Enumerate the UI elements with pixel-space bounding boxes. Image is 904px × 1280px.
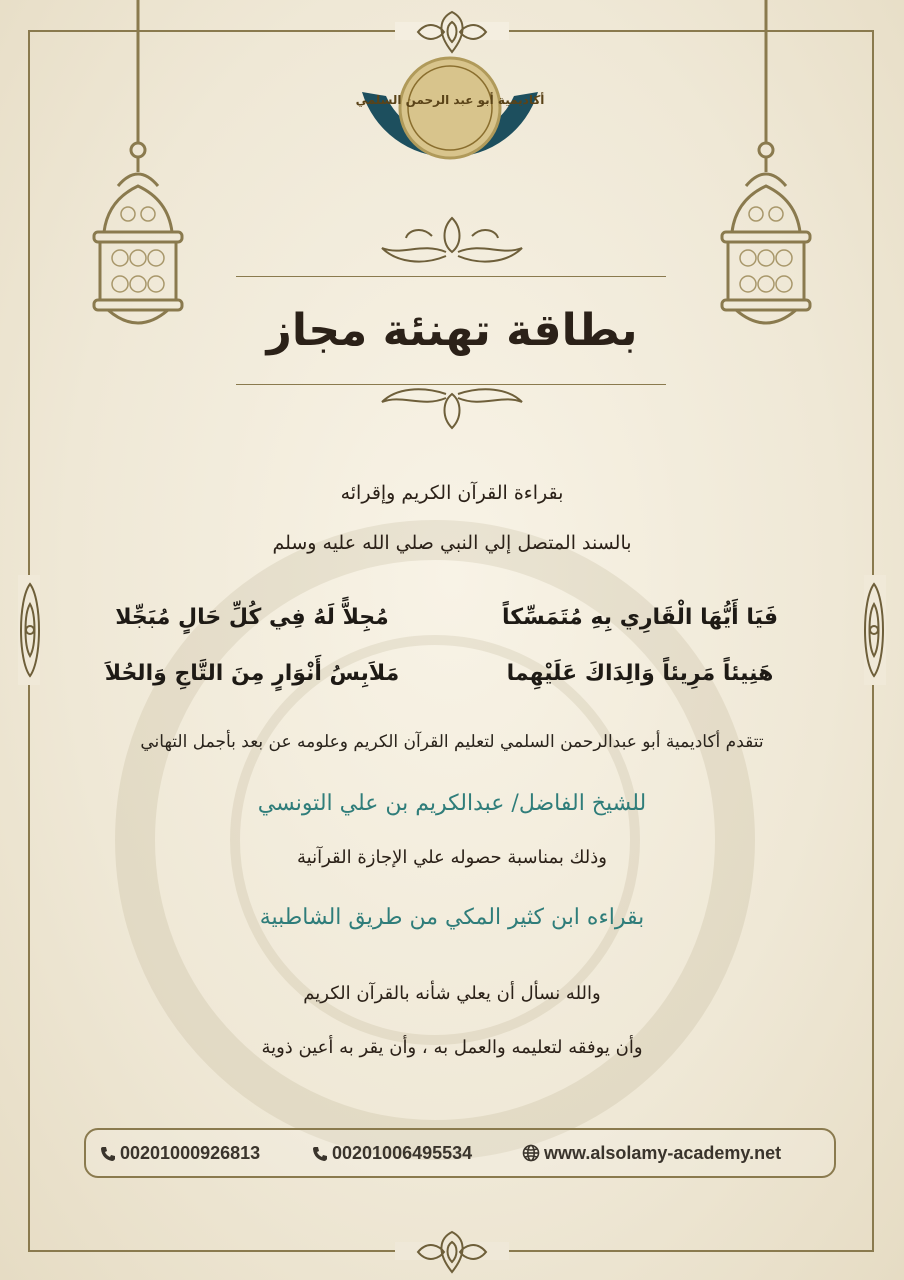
- occasion-line: وذلك بمناسبة حصوله علي الإجازة القرآنية: [297, 847, 607, 868]
- intro-line-1: بقراءة القرآن الكريم وإقرائه: [340, 482, 564, 504]
- title-bottom-flourish: [362, 388, 542, 434]
- title-bottom-rule: [236, 384, 666, 385]
- riwaya-line: بقراءه ابن كثير المكي من طريق الشاطبية: [259, 905, 645, 930]
- dua-line-1: والله نسأل أن يعلي شأنه بالقرآن الكريم: [303, 983, 601, 1004]
- left-lantern-icon: [88, 0, 188, 340]
- verse-1-right: فَيَا أَيُّهَا الْقَارِي بِهِ مُتَمَسِّكاً: [502, 605, 778, 630]
- verse-1-left: مُجِلاًّ لَهُ فِي كُلِّ حَالٍ مُبَجِّلا: [115, 605, 389, 630]
- phone-icon: [312, 1146, 328, 1162]
- phone-1-text: 00201000926813: [120, 1143, 261, 1163]
- academy-logo: [350, 52, 550, 212]
- phone-icon: [100, 1146, 116, 1162]
- globe-icon: [522, 1144, 540, 1162]
- presenter-line: تتقدم أكاديمية أبو عبدالرحمن السلمي لتعليم القرآن الكريم وعلومه عن بعد بأجمل التهاني: [140, 732, 764, 752]
- bottom-frame-ornament: [414, 1228, 490, 1276]
- right-lantern-icon: [716, 0, 816, 340]
- phone-2-text: 00201006495534: [332, 1143, 473, 1163]
- top-frame-ornament: [414, 8, 490, 56]
- title-top-flourish: [362, 212, 542, 272]
- page-title: بطاقة تهنئة مجاز: [266, 305, 638, 356]
- phone-1[interactable]: [100, 1130, 260, 1176]
- logo-center-text: أكاديمية أبو عبد الرحمن السلمي: [355, 93, 545, 107]
- recipient-name: للشيخ الفاضل/ عبدالكريم بن علي التونسي: [257, 791, 647, 816]
- verse-2-right: هَنِيئاً مَرِيئاً وَالِدَاكَ عَلَيْهِما: [506, 661, 774, 686]
- website-link[interactable]: [522, 1130, 781, 1176]
- left-frame-ornament: [10, 580, 50, 680]
- contact-bar: [84, 1128, 836, 1178]
- dua-line-2: وأن يوفقه لتعليمه والعمل به ، وأن يقر به أعين ذوية: [261, 1037, 643, 1058]
- verse-2-left: مَلاَبِسُ أَنْوَارٍ مِنَ التَّاجِ وَالحُلاَ: [104, 661, 400, 686]
- website-text: www.alsolamy-academy.net: [544, 1143, 782, 1163]
- intro-line-2: بالسند المتصل إلي النبي صلي الله عليه وسلم: [272, 532, 632, 554]
- right-frame-ornament: [854, 580, 894, 680]
- phone-2[interactable]: [312, 1130, 472, 1176]
- title-top-rule: [236, 276, 666, 277]
